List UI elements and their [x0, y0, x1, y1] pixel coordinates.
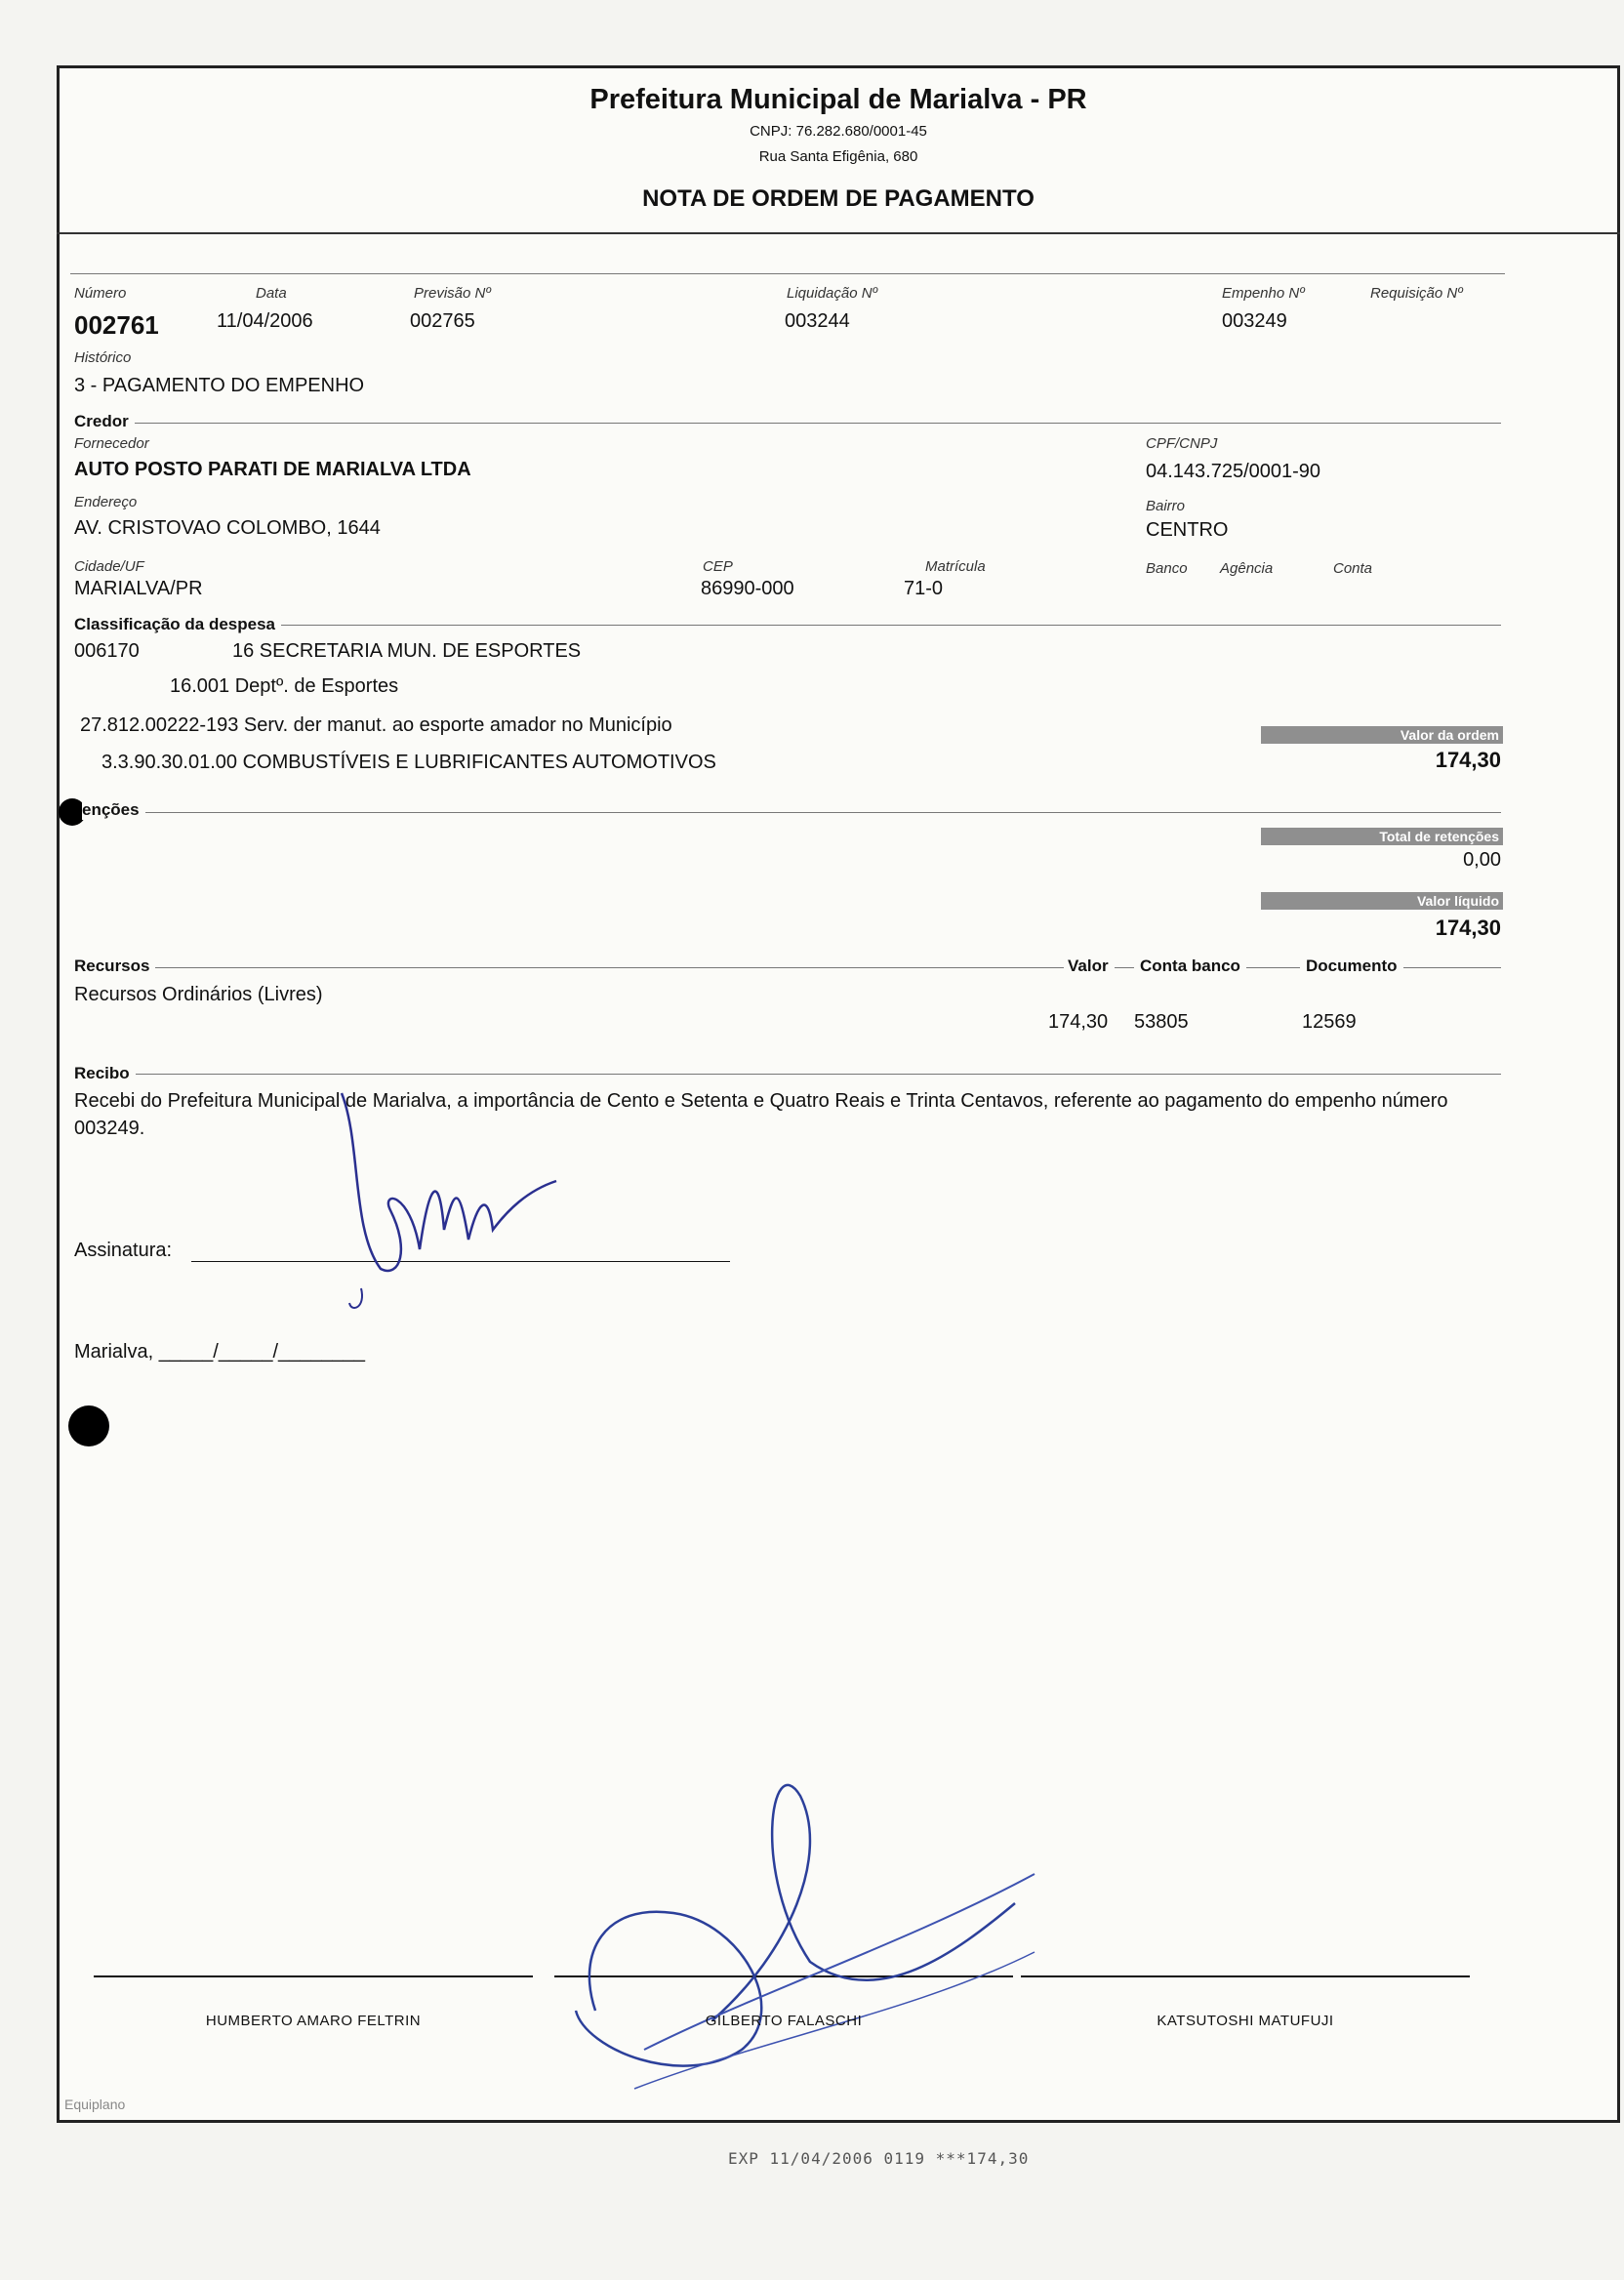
punch-hole-2 [68, 1405, 109, 1446]
recibo-signature [322, 1083, 595, 1318]
signatory-2: GILBERTO FALASCHI [705, 2013, 863, 2029]
historico-label: Histórico [74, 349, 132, 366]
local-data-text: Marialva, _____/_____/________ [74, 1341, 366, 1363]
fornecedor-value: AUTO POSTO PARATI DE MARIALVA LTDA [74, 459, 471, 480]
cep-value: 86990-000 [701, 578, 794, 599]
banco-label: Banco [1146, 560, 1188, 577]
recibo-section: Recibo [74, 1064, 136, 1083]
cidade-label: Cidade/UF [74, 558, 144, 575]
recursos-fonte: Recursos Ordinários (Livres) [74, 984, 323, 1005]
retencoes-section: enções [82, 800, 145, 820]
bank-stamp: EXP 11/04/2006 0119 ***174,30 [728, 2149, 1030, 2168]
matricula-value: 71-0 [904, 578, 944, 599]
data-value: 11/04/2006 [217, 310, 313, 332]
classificacao-code: 006170 [74, 640, 140, 662]
cpf-label: CPF/CNPJ [1146, 435, 1218, 452]
numero-label: Número [74, 285, 127, 302]
classificacao-rule [74, 625, 1501, 626]
empenho-label: Empenho Nº [1222, 285, 1305, 302]
recursos-rule [74, 967, 1501, 968]
cep-label: CEP [703, 558, 733, 575]
recursos-conta-label: Conta banco [1134, 957, 1246, 976]
signatory-3: KATSUTOSHI MATUFUJI [1157, 2013, 1334, 2029]
signature-line-3 [1021, 1975, 1470, 1977]
matricula-label: Matrícula [925, 558, 986, 575]
credor-rule [74, 423, 1501, 424]
agencia-label: Agência [1220, 560, 1274, 577]
valor-liquido-value: 174,30 [1435, 916, 1501, 940]
cidade-value: MARIALVA/PR [74, 578, 203, 599]
requisicao-label: Requisição Nº [1370, 285, 1463, 302]
elemento-text: 3.3.90.30.01.00 COMBUSTÍVEIS E LUBRIFICANTES AUTOMOTIVOS [102, 752, 716, 773]
recibo-rule [74, 1074, 1501, 1075]
recursos-section: Recursos [74, 957, 155, 976]
recursos-documento-label: Documento [1300, 957, 1403, 976]
credor-section: Credor [74, 412, 135, 431]
previsao-value: 002765 [410, 310, 475, 332]
recursos-conta: 53805 [1134, 1011, 1189, 1033]
programa-text: 27.812.00222-193 Serv. der manut. ao esporte amador no Município [80, 714, 672, 736]
header-divider [57, 232, 1620, 234]
empenho-value: 003249 [1222, 310, 1287, 332]
director-signature [566, 1757, 1074, 2108]
numero-value: 002761 [74, 310, 159, 340]
recursos-valor-label: Valor [1064, 957, 1115, 976]
valor-ordem-label: Valor da ordem [1261, 726, 1503, 744]
liquidacao-value: 003244 [785, 310, 850, 332]
recursos-documento: 12569 [1302, 1011, 1357, 1033]
bairro-value: CENTRO [1146, 519, 1229, 541]
secretaria-text: 16 SECRETARIA MUN. DE ESPORTES [232, 640, 582, 662]
conta-label: Conta [1333, 560, 1373, 577]
departamento-text: 16.001 Deptº. de Esportes [170, 675, 399, 697]
historico-value: 3 - PAGAMENTO DO EMPENHO [74, 375, 365, 396]
recursos-valor: 174,30 [1048, 1011, 1109, 1033]
signatory-1: HUMBERTO AMARO FELTRIN [205, 2013, 422, 2029]
top-rule [70, 273, 1505, 274]
recibo-text: Recebi do Prefeitura Municipal de Marialva, a importância de Cento e Setenta e Quatro Reais e Trinta Centavos, referente ao pagamento do empenho número 003249. [74, 1090, 1448, 1139]
signature-line-1 [94, 1975, 533, 1977]
vendor-mark: Equiplano [64, 2097, 126, 2112]
total-retencoes-value: 0,00 [1463, 849, 1501, 871]
valor-liquido-label: Valor líquido [1261, 892, 1503, 910]
document-title: NOTA DE ORDEM DE PAGAMENTO [642, 185, 1035, 212]
fornecedor-label: Fornecedor [74, 435, 149, 452]
endereco-value: AV. CRISTOVAO COLOMBO, 1644 [74, 517, 381, 539]
municipality-title: Prefeitura Municipal de Marialva - PR [589, 84, 1087, 115]
cpf-value: 04.143.725/0001-90 [1146, 461, 1321, 482]
retencoes-rule [84, 812, 1501, 813]
endereco-label: Endereço [74, 494, 138, 510]
assinatura-label: Assinatura: [74, 1240, 173, 1261]
data-label: Data [256, 285, 287, 302]
previsao-label: Previsão Nº [414, 285, 491, 302]
classificacao-section: Classificação da despesa [74, 615, 281, 634]
liquidacao-label: Liquidação Nº [787, 285, 878, 302]
cnpj-text: CNPJ: 76.282.680/0001-45 [750, 123, 927, 140]
bairro-label: Bairro [1146, 498, 1186, 514]
valor-ordem-value: 174,30 [1435, 748, 1501, 772]
total-retencoes-label: Total de retenções [1261, 828, 1503, 845]
address-text: Rua Santa Efigênia, 680 [758, 148, 918, 165]
